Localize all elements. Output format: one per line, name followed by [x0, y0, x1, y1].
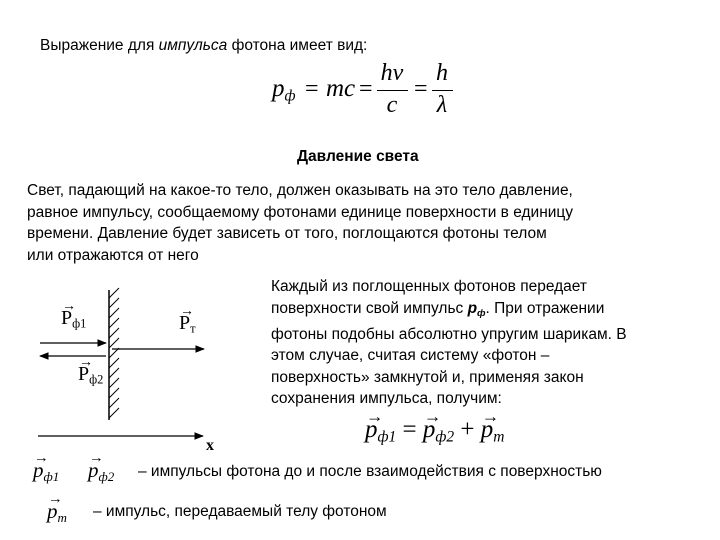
fraction1-denominator: c — [386, 92, 398, 118]
legend-symbol-p-photon1: → $p_{ф1}$ — [33, 458, 59, 485]
fraction1-numerator: hν — [380, 60, 404, 86]
formula-eq1: = — [305, 76, 319, 102]
fraction2-numerator: h — [436, 60, 448, 86]
label-p-body: → $P_т$ — [179, 312, 196, 337]
formula-eq2: = — [359, 76, 373, 102]
wall-surface — [109, 288, 119, 420]
paragraph1-line: или отражаются от него — [27, 246, 199, 264]
paragraph2-line: этом случае, считая систему «фотон – — [271, 347, 550, 365]
legend-text-body-momentum: – импульс, передаваемый телу фотоном — [93, 503, 387, 520]
paragraph1-line: времени. Давление будет зависеть от того, поглощаются фотоны телом — [27, 225, 547, 242]
label-p-photon1: → $P_{ф1}$ — [61, 307, 86, 332]
formula-lhs: $p_ф$ — [272, 75, 296, 105]
legend-symbol-p-photon2: → $p_{ф2}$ — [88, 458, 114, 485]
intro-text-after: фотона имеет вид: — [227, 37, 368, 54]
fraction2-denominator: λ — [436, 92, 448, 118]
paragraph1-line: Свет, падающий на какое-то тело, должен оказывать на это тело давление, — [27, 182, 573, 199]
paragraph2-line: фотоны подобны абсолютно упругим шарикам. В — [271, 325, 627, 343]
legend-text-photon-momenta: – импульсы фотона до и после взаимодействия с поверхностью — [138, 463, 602, 480]
photon-momentum-symbol: $p_ф$ — [467, 299, 486, 319]
x-axis-label: x — [206, 437, 214, 454]
section-heading: Давление света — [297, 148, 419, 165]
label-p-photon2: → $P_{ф2}$ — [78, 363, 103, 388]
paragraph1-line: равное импульсу, сообщаемому фотонами единице поверхности в единицу — [27, 203, 574, 221]
intro-text-before: Выражение для — [40, 37, 159, 54]
paragraph2-line: сохранения импульса, получим: — [271, 390, 502, 408]
paragraph2-line: поверхности свой импульс $p_ф$. При отражении — [271, 299, 605, 319]
formula-mc: mc — [326, 75, 356, 102]
legend-symbol-p-body: → $p_m$ — [47, 499, 67, 526]
momentum-conservation-formula: → $p_{ф1}$ = → $p_{ф2}$ + → $p_m$ — [365, 416, 504, 447]
intro-italic-word: импульса — [158, 37, 228, 54]
paragraph2-line: поверхность» замкнутой и, применяя закон — [271, 368, 584, 386]
paragraph2-line: Каждый из поглощенных фотонов передает — [271, 278, 588, 295]
formula-eq3: = — [414, 76, 428, 102]
